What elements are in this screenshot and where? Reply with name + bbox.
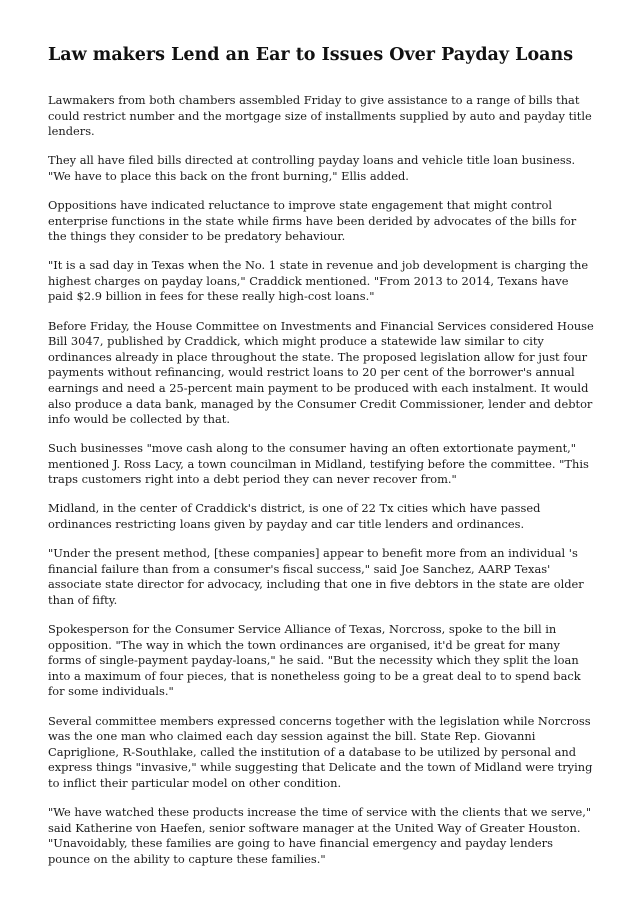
- document-page: [48, 44, 596, 881]
- paragraph-9: Spokesperson for the Consumer Service Alliance of Texas, Norcross, spoke to the bill in opposition. "The way in which the town ordinances are organised, it'd be great for many forms of single-payment payday-loans," he said. "But the necessity which they split the loan into a maximum of four pieces, that is nonetheless going to be a great deal to to spend back for some individuals.": [48, 622, 581, 699]
- paragraph-1: Lawmakers from both chambers assembled Friday to give assistance to a range of bills that could restrict number and the mortgage size of installments supplied by auto and payday title lenders.: [48, 93, 592, 139]
- document-title: Law makers Lend an Ear to Issues Over Payday Loans: [48, 45, 574, 65]
- paragraph-3: Oppositions have indicated reluctance to improve state engagement that might control enterprise functions in the state while firms have been derided by advocates of the bills for the things they consider to be predatory behaviour.: [48, 197, 577, 244]
- paragraph-11: "We have watched these products increase the time of service with the clients that we serve," said Katherine von Haefen, senior software manager at the United Way of Greater Houston. "Unavoidably, these families are going to have financial emergency and payday lenders pounce on the ability to capture these families.": [48, 804, 592, 866]
- paragraph-2: They all have filed bills directed at controlling payday loans and vehicle title loan business. "We have to place this back on the front burning," Ellis added.: [48, 153, 576, 183]
- paragraph-10: Several committee members expressed concerns together with the legislation while Norcross was the one man who claimed each day session against the bill. State Rep. Giovanni Capriglione, R-Southlake, called the institution of a database to be utilized by personal and express things "invasive," while suggesting that Delicate and the town of Midland were trying to inflict their particular model on other condition.: [48, 713, 593, 790]
- paragraph-7: Midland, in the center of Craddick's district, is one of 22 Tx cities which have passed ordinances restricting loans given by payday and car title lenders and ordinances.: [48, 501, 541, 532]
- paragraph-4: "It is a sad day in Texas when the No. 1 state in revenue and job development is charging the highest charges on payday loans," Craddick mentioned. "From 2013 to 2014, Texans have paid $2.9 billion in fees for these really high-cost loans.": [48, 258, 589, 304]
- paragraph-6: Such businesses "move cash along to the consumer having an often extortionate payment," mentioned J. Ross Lacy, a town councilman in Midland, testifying before the committee. "This traps customers right into a debt period they can never recover from.": [48, 441, 589, 487]
- paragraph-8: "Under the present method, [these companies] appear to benefit more from an individual 's financial failure than from a consumer's fiscal success," said Joe Sanchez, AARP Texas' associate state director for advocacy, including that one in five debtors in the state are older than of fifty.: [48, 546, 584, 607]
- paragraph-5: Before Friday, the House Committee on Investments and Financial Services considered House Bill 3047, published by Craddick, which might produce a statewide law similar to city ordinances already in place throughout the state. The proposed legislation allow for just four payments without refinancing, would restrict loans to 20 per cent of the borrower's annual earnings and need a 25-percent main payment to be produced with each instalment. It would also produce a data bank, managed by the Consumer Credit Commissioner, lender and debtor info would be collected by that.: [48, 318, 594, 427]
